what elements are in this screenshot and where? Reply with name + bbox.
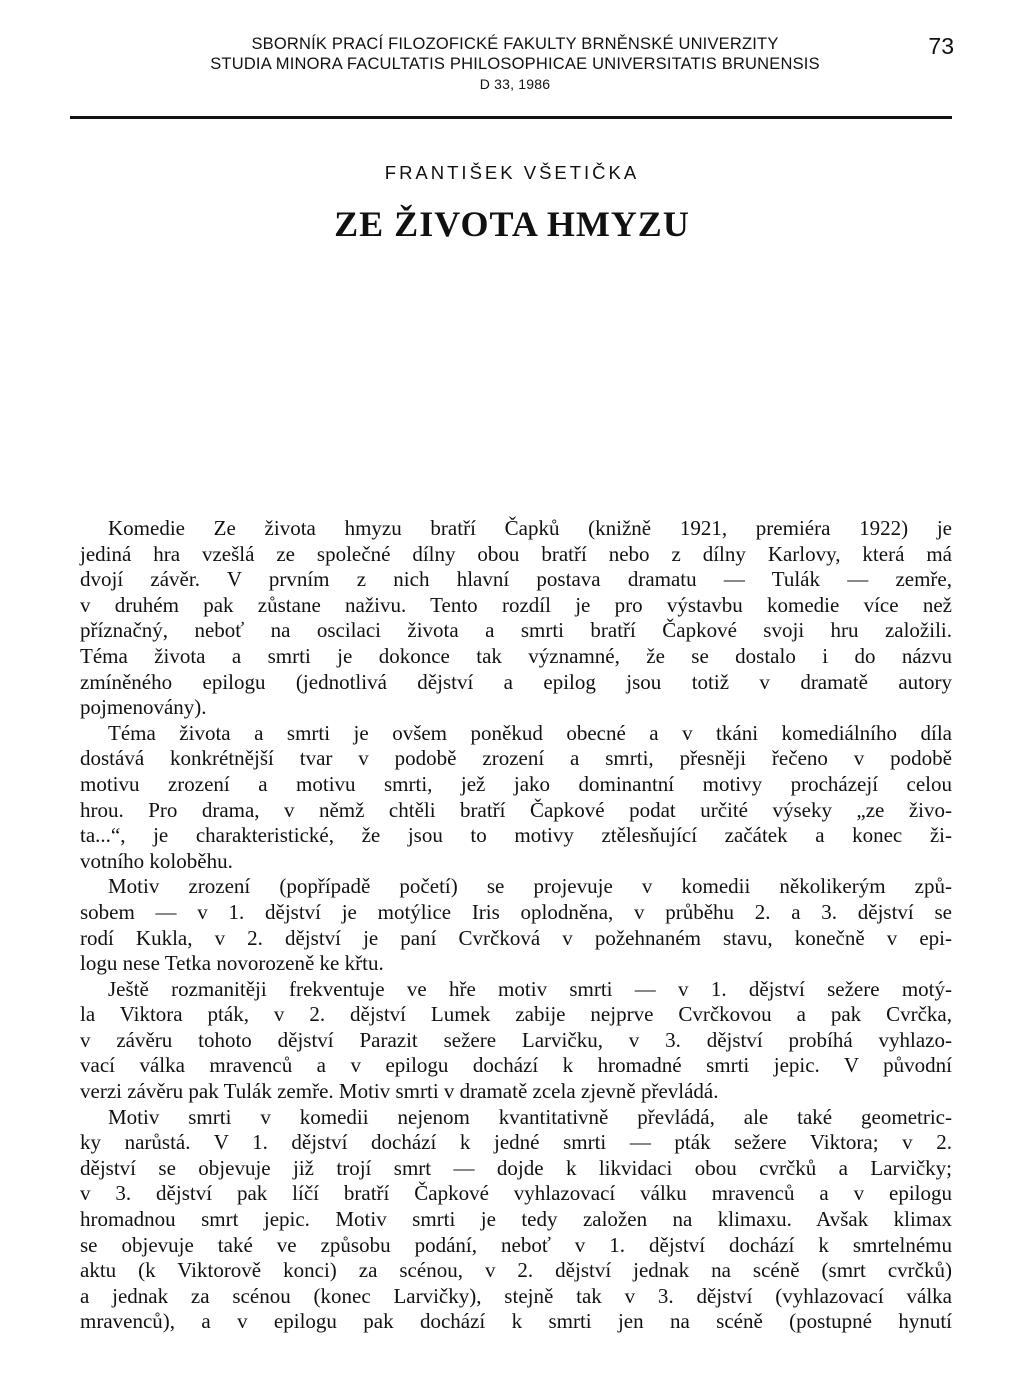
body-line: Ještě rozmanitěji frekventuje ve hře motiv smrti — v 1. dějství sežere motý- [108,976,952,1001]
body-line: votního koloběhu. [80,848,233,873]
header-rule [70,116,952,119]
body-line: příznačný, neboť na oscilaci života a smrti bratří Čapkové svoji hru založili. [80,618,952,643]
body-line: v druhém pak zůstane naživu. Tento rozdíl je pro výstavbu komedie více než [80,592,952,617]
body-line: logu nese Tetka novorozeně ke křtu. [80,951,384,976]
body-line: zmíněného epilogu (jednotlivá dějství a epilog jsou totiž v dramatě autory [80,669,952,694]
body-line: verzi závěru pak Tulák zemře. Motiv smrti v dramatě zcela zjevně převládá. [80,1079,719,1104]
journal-volume: D 33, 1986 [479,76,551,92]
body-line: hrou. Pro drama, v němž chtěli bratří Čapkové podat určité výseky „ze živo- [80,797,952,822]
article-title: ZE ŽIVOTA HMYZU [334,204,690,244]
page-number: 73 [928,33,954,59]
journal-title-czech: SBORNÍK PRACÍ FILOZOFICKÉ FAKULTY BRNĚNSKÉ UNIVERZITY [251,35,779,53]
body-line: dostává konkrétnější tvar v podobě zrození a smrti, přesněji řečeno v podobě [80,746,952,771]
body-line: la Viktora pták, v 2. dějství Lumek zabije nejprve Cvrčkovou a pak Cvrčka, [80,1002,952,1027]
body-line: v závěru tohoto dějství Parazit sežere Larvičku, v 3. dějství probíhá vyhlazo- [80,1027,952,1052]
article-body [80,516,952,1335]
body-line: Motiv zrození (popřípadě početí) se projevuje v komedii několikerým způ- [108,874,952,899]
body-line: dějství se objevuje již trojí smrt — dojde k likvidaci obou cvrčků a Larvičky; [80,1155,952,1180]
body-line: Komedie Ze života hmyzu bratří Čapků (knižně 1921, premiéra 1922) je [108,516,952,540]
body-line: Motiv smrti v komedii nejenom kvantitativně převládá, ale také geometric- [108,1104,952,1129]
body-line: vací válka mravenců a v epilogu dochází k hromadné smrti jepic. V původní [80,1053,952,1078]
body-line: ta...“, je charakteristické, že jsou to motivy ztělesňující začátek a konec ži- [80,823,952,848]
body-line: Téma života a smrti je dokonce tak významné, že se dostalo i do názvu [80,643,952,668]
body-line: motivu zrození a motivu smrti, jež jako dominantní motivy procházejí celou [80,771,952,796]
article-author: FRANTIŠEK VŠETIČKA [384,162,640,183]
body-line: dvojí závěr. V prvním z nich hlavní postava dramatu — Tulák — zemře, [80,567,952,592]
body-line: sobem — v 1. dějství je motýlice Iris oplodněna, v průběhu 2. a 3. dějství se [80,899,952,924]
body-line: jediná hra vzešlá ze společné dílny obou bratří nebo z dílny Karlovy, která má [80,541,952,566]
body-line: rodí Kukla, v 2. dějství je paní Cvrčková v požehnaném stavu, konečně v epi- [80,925,952,950]
body-line: pojmenovány). [80,695,207,720]
body-line: Téma života a smrti je ovšem poněkud obecné a v tkáni komediálního díla [108,720,952,745]
body-line: aktu (k Viktorově konci) za scénou, v 2. dějství jednak na scéně (smrt cvrčků) [80,1258,952,1283]
body-line: mravenců), a v epilogu pak dochází k smrti jen na scéně (postupné hynutí [80,1309,952,1334]
body-line: v 3. dějství pak líčí bratří Čapkové vyhlazovací válku mravenců a v epilogu [80,1181,952,1206]
journal-title-latin: STUDIA MINORA FACULTATIS PHILOSOPHICAE UNIVERSITATIS BRUNENSIS [210,55,820,73]
body-line: a jednak za scénou (konec Larvičky), stejně tak v 3. dějství (vyhlazovací válka [80,1283,952,1308]
body-line: se objevuje také ve způsobu podání, neboť v 1. dějství dochází k smrtelnému [80,1232,952,1257]
journal-header [80,34,950,94]
body-line: ky narůstá. V 1. dějství dochází k jedné smrti — pták sežere Viktora; v 2. [80,1130,952,1155]
body-line: hromadnou smrt jepic. Motiv smrti je tedy založen na klimaxu. Avšak klimax [80,1207,952,1232]
